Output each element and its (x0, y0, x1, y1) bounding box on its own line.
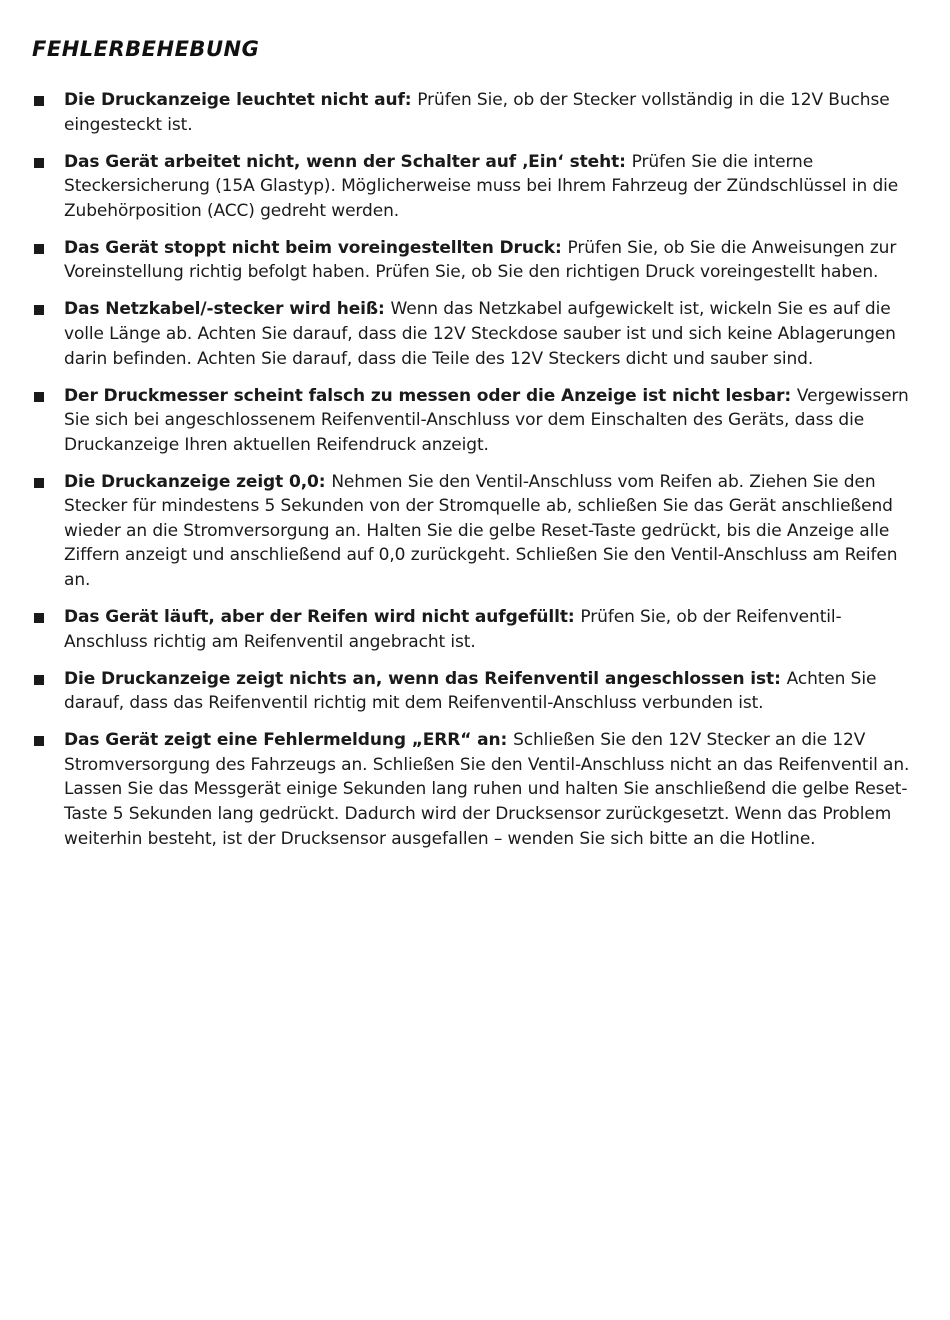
item-term: Der Druckmesser scheint falsch zu messen oder die Anzeige ist nicht lesbar: (64, 385, 797, 406)
list-item (32, 470, 912, 593)
square-bullet-icon (34, 96, 44, 106)
list-item (32, 150, 912, 224)
square-bullet-icon (34, 675, 44, 685)
list-item (32, 605, 912, 654)
item-term: Das Gerät läuft, aber der Reifen wird nicht aufgefüllt: (64, 607, 581, 628)
item-term: Das Gerät arbeitet nicht, wenn der Schalter auf ‚Ein‘ steht: (64, 151, 632, 172)
square-bullet-icon (34, 736, 44, 746)
list-item (32, 384, 912, 458)
item-term: Die Druckanzeige zeigt 0,0: (64, 471, 332, 492)
troubleshooting-list (32, 88, 912, 864)
list-item (32, 728, 912, 851)
item-term: Die Druckanzeige zeigt nichts an, wenn das Reifenventil angeschlossen ist: (64, 668, 787, 689)
list-item (32, 236, 912, 285)
item-text: Achten Sie darauf, dass das Reifenventil richtig mit dem Reifenventil-Anschluss verbunden ist. (64, 668, 877, 714)
square-bullet-icon (34, 244, 44, 254)
list-item (32, 88, 912, 137)
square-bullet-icon (34, 613, 44, 623)
item-text: Nehmen Sie den Ventil-Anschluss vom Reifen ab. Ziehen Sie den Stecker für mindestens 5 Sekunden von der Stromquelle ab, schließen Sie das Gerät anschließend wieder an die Stromversorgung an. Halten Sie die gelbe Reset-Taste gedrückt, bis die Anzeige alle Ziffern anzeigt und anschließend auf 0,0 zurückgeht. Schließen Sie den Ventil-Anschluss am Reifen an. (64, 471, 898, 591)
item-term: Das Gerät stoppt nicht beim voreingestellten Druck: (64, 237, 568, 258)
item-term: Das Netzkabel/-stecker wird heiß: (64, 299, 391, 320)
item-text: Wenn das Netzkabel aufgewickelt ist, wickeln Sie es auf die volle Länge ab. Achten Sie darauf, dass die 12V Steckdose sauber ist und sich keine Ablagerungen darin befinden. Achten Sie darauf, dass die Teile des 12V Steckers dicht und sauber sind. (64, 299, 896, 369)
list-item (32, 667, 912, 716)
item-text: Prüfen Sie, ob der Reifenventil-Anschluss richtig am Reifenventil angebracht ist. (64, 607, 842, 652)
square-bullet-icon (34, 305, 44, 315)
item-text: Prüfen Sie, ob der Stecker vollständig in die 12V Buchse eingesteckt ist. (64, 90, 890, 135)
square-bullet-icon (34, 158, 44, 168)
item-text: Vergewissern Sie sich bei angeschlossenem Reifenventil-Anschluss vor dem Einschalten des Geräts, dass die Druckanzeige Ihren aktuellen Reifendruck anzeigt. (64, 385, 909, 455)
item-term: Die Druckanzeige leuchtet nicht auf: (64, 90, 418, 110)
square-bullet-icon (34, 478, 44, 488)
square-bullet-icon (34, 392, 44, 402)
list-item (32, 297, 912, 371)
item-text: Prüfen Sie die interne Steckersicherung (15A Glastyp). Möglicherweise muss bei Ihrem Fahrzeug der Zündschlüssel in die Zubehörposition (ACC) gedreht werden. (64, 151, 899, 221)
item-term: Das Gerät zeigt eine Fehlermeldung „ERR“ an: (64, 730, 514, 751)
item-text: Prüfen Sie, ob Sie die Anweisungen zur Voreinstellung richtig befolgt haben. Prüfen Sie, ob Sie den richtigen Druck voreingestellt haben. (64, 237, 897, 283)
item-text: Schließen Sie den 12V Stecker an die 12V Stromversorgung des Fahrzeugs an. Schließen Sie den Ventil-Anschluss nicht an das Reifenventil an. Lassen Sie das Messgerät einige Sekunden lang ruhen und halten Sie anschließend die gelbe Reset-Taste 5 Sekunden lang gedrückt. Dadurch wird der Drucksensor zurückgesetzt. Wenn das Problem weiterhin besteht, ist der Drucksensor ausgefallen – wenden Sie sich bitte an die Hotline. (64, 730, 910, 849)
page-title: FEHLERBEHEBUNG (32, 37, 260, 61)
